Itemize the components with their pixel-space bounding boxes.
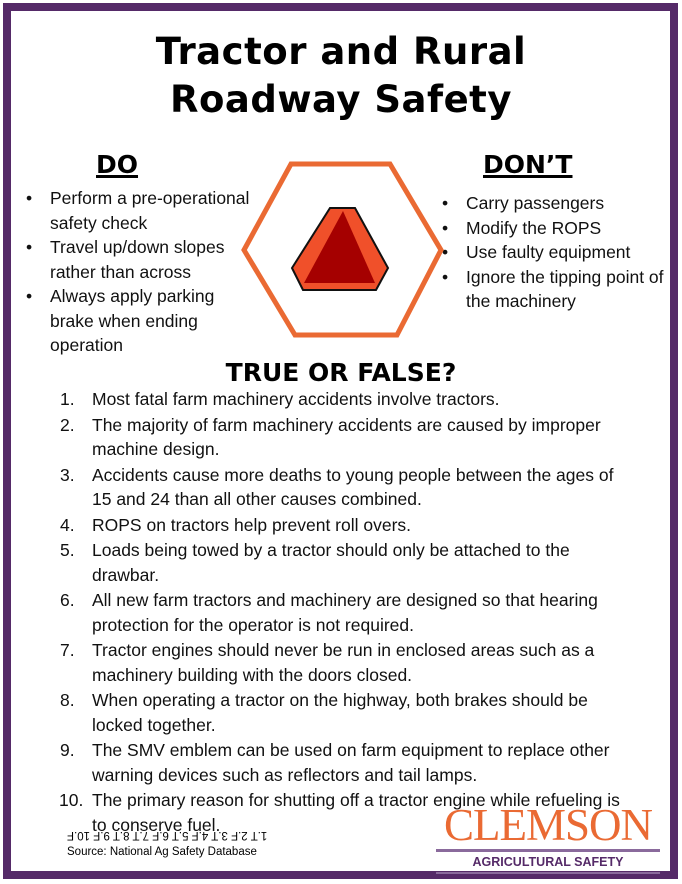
do-heading: DO: [96, 150, 139, 179]
quiz-item: 8. When operating a tractor on the highway, both brakes should be locked together.: [60, 690, 588, 735]
quiz-item: 2. The majority of farm machinery accidents are caused by improper machine design.: [60, 414, 601, 459]
quiz-text: Loads being towed by a tractor should only be attached to the drawbar.: [92, 540, 570, 585]
quiz-item: 10. The primary reason for shutting off a tractor engine while refueling is to conserve fuel.: [59, 790, 620, 835]
logo-subtitle: AGRICULTURAL SAFETY: [436, 852, 660, 874]
do-item: • Travel up/down slopes rather than across: [24, 235, 259, 284]
quiz-heading: TRUE OR FALSE?: [225, 358, 457, 387]
quiz-text: Most fatal farm machinery accidents involve tractors.: [92, 389, 500, 409]
do-item: • Always apply parking brake when ending operation: [24, 284, 259, 358]
quiz-text: Accidents cause more deaths to young people between the ages of 15 and 24 than all other causes combined.: [92, 464, 614, 509]
title-line-2: Roadway Safety: [170, 78, 512, 121]
dont-item: • Modify the ROPS: [440, 216, 672, 241]
quiz-text: ROPS on tractors help prevent roll overs.: [92, 514, 412, 535]
quiz-item: 3. Accidents cause more deaths to young people between the ages of 15 and 24 than all other causes combined.: [60, 464, 614, 509]
logo-wordmark: CLEMSON: [436, 803, 660, 852]
dont-item: • Carry passengers: [440, 191, 672, 216]
quiz-item: 7. Tractor engines should never be run in enclosed areas such as a machinery building with the doors closed.: [60, 640, 595, 685]
quiz-item: 5. Loads being towed by a tractor should only be attached to the drawbar.: [60, 540, 570, 585]
dont-item: • Use faulty equipment: [440, 240, 672, 265]
quiz-text: The primary reason for shutting off a tractor engine while refueling is to conserve fuel.: [92, 790, 620, 835]
upside-down-answers: 1.T 2.F 3.T 4.F 5.T 6.F 7.T 8.T 9.F 10.F: [67, 829, 268, 841]
quiz-item: 9. The SMV emblem can be used on farm equipment to replace other warning devices such as reflectors and tail lamps.: [60, 740, 610, 785]
quiz-item: 1. Most fatal farm machinery accidents involve tractors.: [60, 389, 500, 409]
quiz-item: 4. ROPS on tractors help prevent roll overs.: [60, 514, 412, 535]
do-item: • Perform a pre-operational safety check: [24, 186, 259, 235]
quiz-text: All new farm tractors and machinery are designed so that hearing protection for the operator is not required.: [92, 590, 598, 635]
source-citation: Source: National Ag Safety Database: [67, 846, 257, 858]
quiz-list: [60, 387, 620, 838]
quiz-text: The majority of farm machinery accidents are caused by improper machine design.: [92, 414, 601, 459]
clemson-logo: [436, 800, 660, 874]
title-line-1: Tractor and Rural: [155, 30, 527, 73]
quiz-item: 6. All new farm tractors and machinery are designed so that hearing protection for the operator is not required.: [60, 590, 598, 635]
dont-item: • Ignore the tipping point of the machinery: [440, 265, 672, 314]
quiz-text: Tractor engines should never be run in enclosed areas such as a machinery building with the doors closed.: [92, 640, 595, 685]
dont-heading: DON’T: [483, 150, 573, 179]
quiz-text: The SMV emblem can be used on farm equipment to replace other warning devices such as reflectors and tail lamps.: [92, 740, 610, 785]
quiz-text: When operating a tractor on the highway, both brakes should be locked together.: [92, 690, 588, 735]
